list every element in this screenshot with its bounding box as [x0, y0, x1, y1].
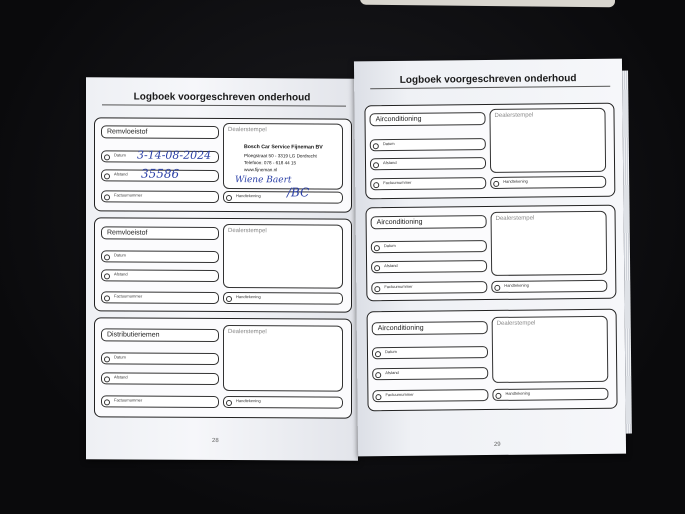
- log-block: [94, 117, 352, 212]
- checkbox-icon: [226, 195, 232, 201]
- checkbox-icon: [373, 182, 379, 188]
- left-page-title: Logboek voorgeschreven onderhoud: [133, 91, 311, 104]
- service-label: Airconditioning: [371, 215, 487, 229]
- date-field: Datum: [101, 150, 219, 163]
- dealer-stamp-box: Dealerstempel: [489, 108, 606, 173]
- signature-field: Handtekening: [223, 191, 343, 204]
- checkbox-icon: [226, 400, 232, 406]
- distance-field: Afstand: [101, 269, 219, 282]
- dealer-stamp-box: Dealerstempel: [492, 316, 609, 383]
- title-rule: [102, 104, 346, 106]
- log-block: [367, 309, 618, 412]
- date-field: Datum: [101, 352, 219, 365]
- right-page-title: Logboek voorgeschreven onderhoud: [399, 73, 577, 86]
- stamp-line: Bosch Car Service Fijneman BV: [244, 144, 323, 151]
- handwritten-distance: 35586: [141, 166, 180, 181]
- checkbox-icon: [495, 392, 501, 398]
- service-label: Remvloeistof: [101, 226, 219, 240]
- checkbox-icon: [104, 194, 110, 200]
- distance-field: Afstand: [372, 367, 488, 380]
- log-block: [94, 317, 352, 418]
- checkbox-icon: [374, 286, 380, 292]
- date-field: Datum: [101, 250, 219, 263]
- page-number: 29: [493, 441, 501, 448]
- checkbox-icon: [375, 351, 381, 357]
- checkbox-icon: [104, 173, 110, 179]
- signature-field: Handtekening: [490, 176, 606, 189]
- checkbox-icon: [104, 273, 110, 279]
- dealer-stamp-box: Dealerstempel: [223, 224, 343, 289]
- stamp-line: Ploegstraat 50 - 3319 LG Dordrecht: [244, 153, 317, 159]
- signature-field: Handtekening: [492, 388, 608, 401]
- invoice-field: Factuurnummer: [371, 281, 487, 294]
- service-label: Airconditioning: [369, 112, 485, 126]
- checkbox-icon: [104, 399, 110, 405]
- handwritten-initials: /BC: [287, 185, 310, 200]
- checkbox-icon: [375, 372, 381, 378]
- checkbox-icon: [374, 265, 380, 271]
- page-number: 28: [212, 437, 219, 444]
- dealer-stamp-box: Dealerstempel: [223, 325, 343, 392]
- date-field: Datum: [372, 346, 488, 359]
- checkbox-icon: [104, 295, 110, 301]
- handwritten-date: 3-14-08-2024: [137, 148, 212, 162]
- log-block: [94, 217, 352, 312]
- log-block: [365, 205, 616, 302]
- checkbox-icon: [226, 296, 232, 302]
- checkbox-icon: [373, 162, 379, 168]
- paper-scrap: [360, 0, 615, 7]
- distance-field: Afstand: [371, 260, 487, 273]
- checkbox-icon: [104, 376, 110, 382]
- invoice-field: Factuurnummer: [101, 291, 219, 304]
- invoice-field: Factuurnummer: [370, 177, 486, 190]
- checkbox-icon: [493, 180, 499, 186]
- handwritten-signature: Wiene Baert: [235, 175, 292, 186]
- title-rule: [370, 86, 610, 90]
- right-page: [354, 59, 626, 457]
- checkbox-icon: [374, 245, 380, 251]
- checkbox-icon: [494, 284, 500, 290]
- checkbox-icon: [104, 356, 110, 362]
- left-page: [86, 77, 358, 460]
- log-block: [364, 103, 615, 200]
- distance-field: Afstand: [370, 157, 486, 170]
- dealer-stamp-box: Dealerstempel: [491, 211, 608, 276]
- distance-field: Afstand: [101, 169, 219, 182]
- checkbox-icon: [104, 254, 110, 260]
- signature-field: Handtekening: [223, 396, 343, 409]
- checkbox-icon: [104, 154, 110, 160]
- stamp-line: www.fijneman.nl: [244, 167, 278, 173]
- invoice-field: Factuurnummer: [101, 395, 219, 408]
- date-field: Datum: [371, 240, 487, 253]
- checkbox-icon: [375, 394, 381, 400]
- checkbox-icon: [373, 143, 379, 149]
- service-label: Airconditioning: [372, 321, 488, 335]
- date-field: Datum: [370, 138, 486, 151]
- service-label: Remvloeistof: [101, 125, 219, 139]
- invoice-field: Factuurnummer: [372, 389, 488, 402]
- stamp-line: Telefoon: 078 - 618 44 15: [244, 160, 297, 166]
- service-label: Distributieriemen: [101, 328, 219, 342]
- invoice-field: Factuurnummer: [101, 190, 219, 203]
- page-edges: [622, 71, 632, 434]
- dealer-stamp-box: Dealerstempel Bosch Car Service Fijneman BV Ploegstraat 50 - 3319 LG Dordrecht Telefoon: 078 - 618 44 15 www.fijneman.nl: [223, 123, 343, 190]
- signature-field: Handtekening: [223, 292, 343, 305]
- signature-field: Handtekening: [491, 280, 607, 293]
- distance-field: Afstand: [101, 372, 219, 385]
